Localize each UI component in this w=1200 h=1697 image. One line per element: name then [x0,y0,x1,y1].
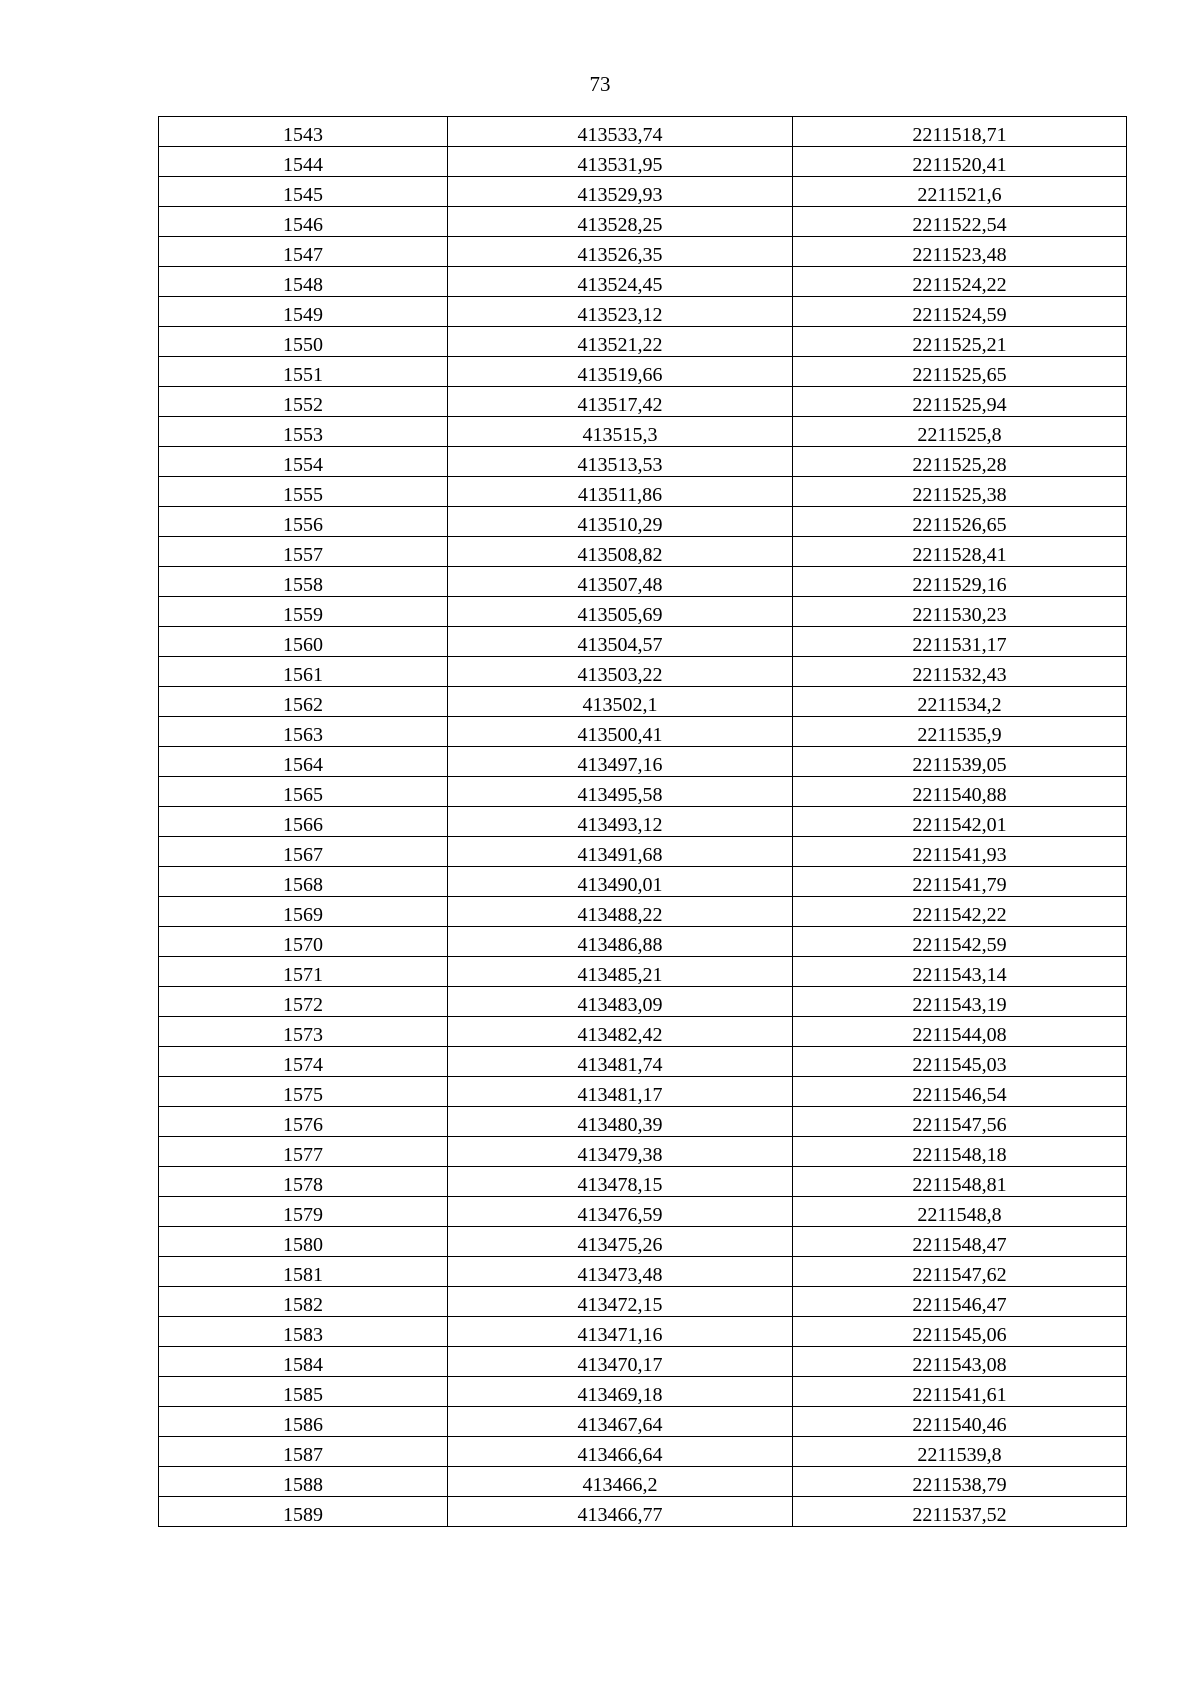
y-coordinate-cell: 2211547,62 [793,1257,1127,1287]
table-row [159,597,1127,627]
point-number-cell: 1561 [159,657,448,687]
table-row [159,297,1127,327]
y-coordinate-cell: 2211540,46 [793,1407,1127,1437]
y-coordinate-cell: 2211525,8 [793,417,1127,447]
x-coordinate-cell: 413476,59 [448,1197,793,1227]
x-coordinate-cell: 413504,57 [448,627,793,657]
y-coordinate-cell: 2211525,94 [793,387,1127,417]
point-number-cell: 1551 [159,357,448,387]
point-number-cell: 1575 [159,1077,448,1107]
y-coordinate-cell: 2211518,71 [793,117,1127,147]
y-coordinate-cell: 2211545,06 [793,1317,1127,1347]
x-coordinate-cell: 413510,29 [448,507,793,537]
x-coordinate-cell: 413526,35 [448,237,793,267]
x-coordinate-cell: 413531,95 [448,147,793,177]
x-coordinate-cell: 413521,22 [448,327,793,357]
point-number-cell: 1588 [159,1467,448,1497]
y-coordinate-cell: 2211543,08 [793,1347,1127,1377]
point-number-cell: 1553 [159,417,448,447]
y-coordinate-cell: 2211530,23 [793,597,1127,627]
y-coordinate-cell: 2211525,38 [793,477,1127,507]
point-number-cell: 1560 [159,627,448,657]
table-row [159,417,1127,447]
point-number-cell: 1582 [159,1287,448,1317]
x-coordinate-cell: 413497,16 [448,747,793,777]
y-coordinate-cell: 2211545,03 [793,1047,1127,1077]
x-coordinate-cell: 413515,3 [448,417,793,447]
table-row [159,1167,1127,1197]
table-row [159,867,1127,897]
y-coordinate-cell: 2211546,47 [793,1287,1127,1317]
point-number-cell: 1566 [159,807,448,837]
point-number-cell: 1556 [159,507,448,537]
x-coordinate-cell: 413507,48 [448,567,793,597]
table-row [159,387,1127,417]
table-row [159,1437,1127,1467]
x-coordinate-cell: 413469,18 [448,1377,793,1407]
x-coordinate-cell: 413524,45 [448,267,793,297]
x-coordinate-cell: 413505,69 [448,597,793,627]
coordinates-table-body [159,117,1127,1527]
point-number-cell: 1583 [159,1317,448,1347]
y-coordinate-cell: 2211548,47 [793,1227,1127,1257]
table-row [159,327,1127,357]
table-row [159,1137,1127,1167]
y-coordinate-cell: 2211521,6 [793,177,1127,207]
point-number-cell: 1546 [159,207,448,237]
y-coordinate-cell: 2211524,22 [793,267,1127,297]
y-coordinate-cell: 2211541,93 [793,837,1127,867]
x-coordinate-cell: 413519,66 [448,357,793,387]
table-row [159,627,1127,657]
point-number-cell: 1572 [159,987,448,1017]
y-coordinate-cell: 2211539,8 [793,1437,1127,1467]
x-coordinate-cell: 413481,17 [448,1077,793,1107]
x-coordinate-cell: 413466,77 [448,1497,793,1527]
point-number-cell: 1550 [159,327,448,357]
point-number-cell: 1559 [159,597,448,627]
y-coordinate-cell: 2211548,8 [793,1197,1127,1227]
table-row [159,267,1127,297]
point-number-cell: 1564 [159,747,448,777]
x-coordinate-cell: 413471,16 [448,1317,793,1347]
x-coordinate-cell: 413478,15 [448,1167,793,1197]
table-row [159,1017,1127,1047]
table-row [159,117,1127,147]
point-number-cell: 1585 [159,1377,448,1407]
point-number-cell: 1587 [159,1437,448,1467]
point-number-cell: 1577 [159,1137,448,1167]
table-row [159,537,1127,567]
y-coordinate-cell: 2211548,18 [793,1137,1127,1167]
x-coordinate-cell: 413533,74 [448,117,793,147]
table-row [159,147,1127,177]
x-coordinate-cell: 413511,86 [448,477,793,507]
point-number-cell: 1565 [159,777,448,807]
y-coordinate-cell: 2211535,9 [793,717,1127,747]
point-number-cell: 1570 [159,927,448,957]
point-number-cell: 1586 [159,1407,448,1437]
y-coordinate-cell: 2211541,79 [793,867,1127,897]
x-coordinate-cell: 413481,74 [448,1047,793,1077]
point-number-cell: 1552 [159,387,448,417]
x-coordinate-cell: 413470,17 [448,1347,793,1377]
x-coordinate-cell: 413480,39 [448,1107,793,1137]
table-row [159,207,1127,237]
point-number-cell: 1555 [159,477,448,507]
point-number-cell: 1584 [159,1347,448,1377]
y-coordinate-cell: 2211541,61 [793,1377,1127,1407]
table-row [159,1317,1127,1347]
table-row [159,1287,1127,1317]
table-row [159,1497,1127,1527]
x-coordinate-cell: 413473,48 [448,1257,793,1287]
x-coordinate-cell: 413467,64 [448,1407,793,1437]
point-number-cell: 1567 [159,837,448,867]
y-coordinate-cell: 2211534,2 [793,687,1127,717]
point-number-cell: 1557 [159,537,448,567]
x-coordinate-cell: 413491,68 [448,837,793,867]
point-number-cell: 1545 [159,177,448,207]
table-row [159,777,1127,807]
table-row [159,1257,1127,1287]
point-number-cell: 1574 [159,1047,448,1077]
table-row [159,1227,1127,1257]
point-number-cell: 1543 [159,117,448,147]
table-row [159,747,1127,777]
y-coordinate-cell: 2211546,54 [793,1077,1127,1107]
x-coordinate-cell: 413466,2 [448,1467,793,1497]
y-coordinate-cell: 2211532,43 [793,657,1127,687]
y-coordinate-cell: 2211543,19 [793,987,1127,1017]
point-number-cell: 1548 [159,267,448,297]
x-coordinate-cell: 413508,82 [448,537,793,567]
x-coordinate-cell: 413517,42 [448,387,793,417]
point-number-cell: 1580 [159,1227,448,1257]
table-row [159,897,1127,927]
x-coordinate-cell: 413466,64 [448,1437,793,1467]
x-coordinate-cell: 413495,58 [448,777,793,807]
table-row [159,717,1127,747]
point-number-cell: 1547 [159,237,448,267]
x-coordinate-cell: 413503,22 [448,657,793,687]
table-row [159,1377,1127,1407]
point-number-cell: 1578 [159,1167,448,1197]
y-coordinate-cell: 2211538,79 [793,1467,1127,1497]
y-coordinate-cell: 2211523,48 [793,237,1127,267]
y-coordinate-cell: 2211544,08 [793,1017,1127,1047]
table-row [159,657,1127,687]
y-coordinate-cell: 2211543,14 [793,957,1127,987]
x-coordinate-cell: 413479,38 [448,1137,793,1167]
table-row [159,837,1127,867]
table-row [159,447,1127,477]
point-number-cell: 1576 [159,1107,448,1137]
table-row [159,1047,1127,1077]
coordinates-table [158,116,1127,1527]
point-number-cell: 1554 [159,447,448,477]
point-number-cell: 1589 [159,1497,448,1527]
table-row [159,1077,1127,1107]
table-row [159,357,1127,387]
table-row [159,927,1127,957]
table-row [159,807,1127,837]
point-number-cell: 1573 [159,1017,448,1047]
table-row [159,237,1127,267]
x-coordinate-cell: 413529,93 [448,177,793,207]
x-coordinate-cell: 413472,15 [448,1287,793,1317]
y-coordinate-cell: 2211528,41 [793,537,1127,567]
x-coordinate-cell: 413486,88 [448,927,793,957]
y-coordinate-cell: 2211531,17 [793,627,1127,657]
table-row [159,1107,1127,1137]
table-row [159,507,1127,537]
y-coordinate-cell: 2211539,05 [793,747,1127,777]
table-row [159,1197,1127,1227]
table-row [159,567,1127,597]
y-coordinate-cell: 2211537,52 [793,1497,1127,1527]
x-coordinate-cell: 413493,12 [448,807,793,837]
x-coordinate-cell: 413502,1 [448,687,793,717]
y-coordinate-cell: 2211526,65 [793,507,1127,537]
table-row [159,177,1127,207]
table-row [159,987,1127,1017]
x-coordinate-cell: 413488,22 [448,897,793,927]
x-coordinate-cell: 413483,09 [448,987,793,1017]
point-number-cell: 1579 [159,1197,448,1227]
y-coordinate-cell: 2211542,59 [793,927,1127,957]
x-coordinate-cell: 413485,21 [448,957,793,987]
y-coordinate-cell: 2211525,65 [793,357,1127,387]
point-number-cell: 1544 [159,147,448,177]
x-coordinate-cell: 413523,12 [448,297,793,327]
x-coordinate-cell: 413490,01 [448,867,793,897]
x-coordinate-cell: 413528,25 [448,207,793,237]
x-coordinate-cell: 413500,41 [448,717,793,747]
y-coordinate-cell: 2211522,54 [793,207,1127,237]
y-coordinate-cell: 2211542,01 [793,807,1127,837]
point-number-cell: 1581 [159,1257,448,1287]
x-coordinate-cell: 413475,26 [448,1227,793,1257]
y-coordinate-cell: 2211548,81 [793,1167,1127,1197]
point-number-cell: 1568 [159,867,448,897]
y-coordinate-cell: 2211547,56 [793,1107,1127,1137]
point-number-cell: 1549 [159,297,448,327]
table-row [159,687,1127,717]
table-row [159,477,1127,507]
x-coordinate-cell: 413482,42 [448,1017,793,1047]
point-number-cell: 1563 [159,717,448,747]
point-number-cell: 1562 [159,687,448,717]
y-coordinate-cell: 2211525,21 [793,327,1127,357]
x-coordinate-cell: 413513,53 [448,447,793,477]
table-row [159,1467,1127,1497]
y-coordinate-cell: 2211525,28 [793,447,1127,477]
table-row [159,1407,1127,1437]
table-row [159,957,1127,987]
table-row [159,1347,1127,1377]
y-coordinate-cell: 2211540,88 [793,777,1127,807]
point-number-cell: 1571 [159,957,448,987]
point-number-cell: 1558 [159,567,448,597]
y-coordinate-cell: 2211542,22 [793,897,1127,927]
y-coordinate-cell: 2211520,41 [793,147,1127,177]
page-number: 73 [589,72,611,96]
y-coordinate-cell: 2211524,59 [793,297,1127,327]
point-number-cell: 1569 [159,897,448,927]
y-coordinate-cell: 2211529,16 [793,567,1127,597]
